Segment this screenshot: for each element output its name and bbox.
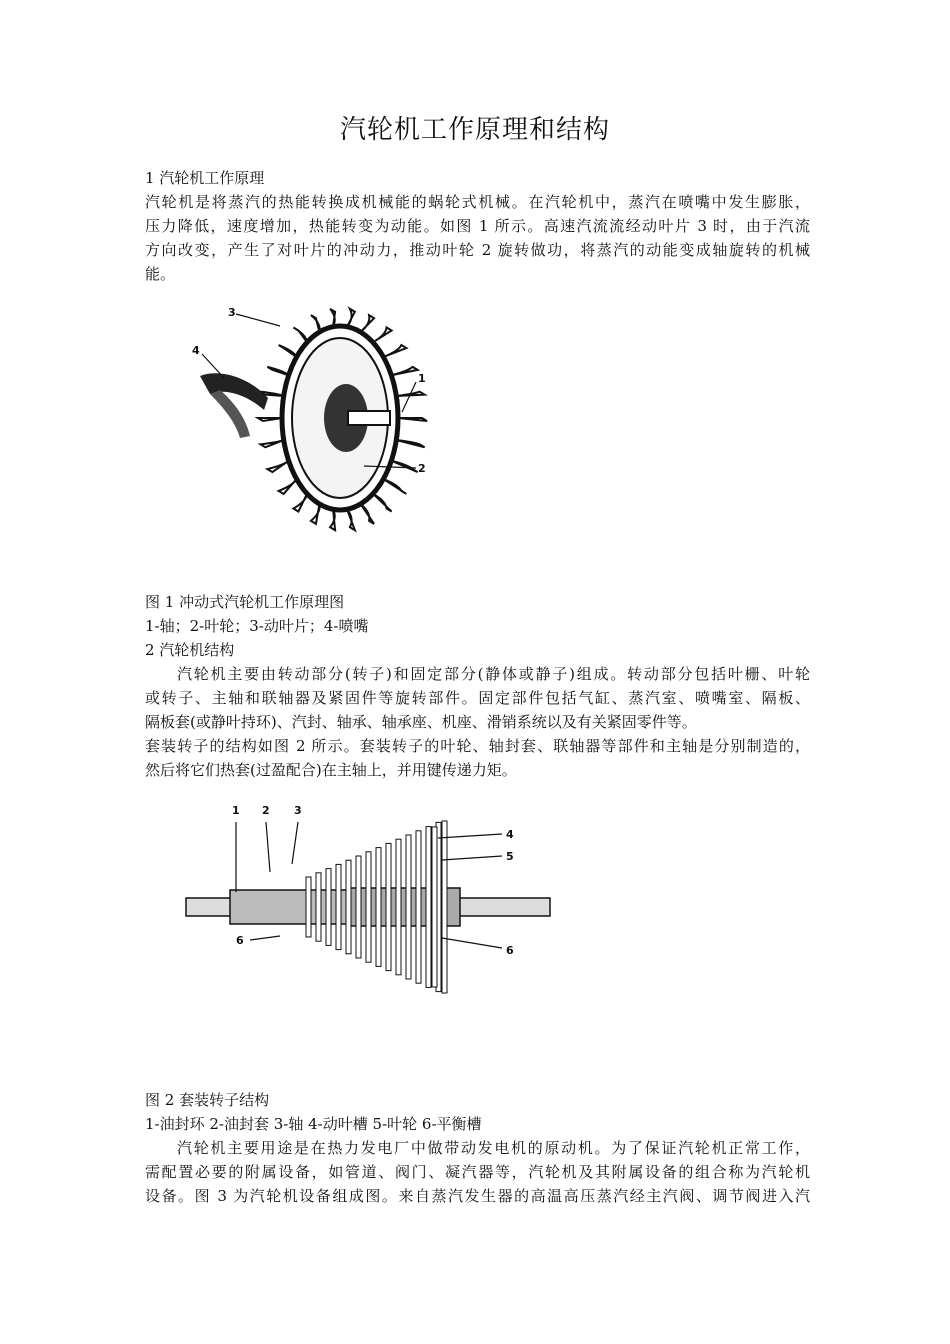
figure-2-label: 1 <box>232 804 240 817</box>
paragraph-line: 压力降低，速度增加，热能转变为动能。如图 1 所示。高速汽流流经动叶片 3 时，由于汽流 <box>145 217 810 235</box>
figure-1-label: 4 <box>192 344 200 357</box>
section-2-heading: 2 汽轮机结构 <box>145 641 235 659</box>
paragraph-line: 然后将它们热套(过盈配合)在主轴上，并用键传递力矩。 <box>145 761 517 779</box>
paragraph-line: 设备。图 3 为汽轮机设备组成图。来自蒸汽发生器的高温高压蒸汽经主汽阀、调节阀进入汽 <box>145 1187 810 1205</box>
figure-2-label: 6 <box>236 934 244 947</box>
figure-1-label: 1 <box>418 372 426 385</box>
paragraph-line: 汽轮机主要由转动部分(转子)和固定部分(静体或静子)组成。转动部分包括叶栅、叶轮 <box>177 665 810 683</box>
section-1-heading: 1 汽轮机工作原理 <box>145 169 265 187</box>
page-title: 汽轮机工作原理和结构 <box>339 115 610 145</box>
paragraph-line: 方向改变，产生了对叶片的冲动力，推动叶轮 2 旋转做功，将蒸汽的动能变成轴旋转的机械 <box>145 241 810 259</box>
figure-2-label: 6 <box>506 944 514 957</box>
paragraph-line: 套装转子的结构如图 2 所示。套装转子的叶轮、轴封套、联轴器等部件和主轴是分别制造的， <box>145 737 810 755</box>
paragraph-line: 需配置必要的附属设备，如管道、阀门、凝汽器等，汽轮机及其附属设备的组合称为汽轮机 <box>145 1163 810 1181</box>
figure-1-impulse-turbine-illustration <box>180 298 440 538</box>
figure-2-label: 5 <box>506 850 514 863</box>
figure-1-label: 3 <box>228 306 236 319</box>
paragraph-line: 或转子、主轴和联轴器及紧固件等旋转部件。固定部件包括气缸、蒸汽室、喷嘴室、隔板、 <box>145 689 810 707</box>
figure-1-label: 2 <box>418 462 426 475</box>
paragraph-line: 隔板套(或静叶持环)、汽封、轴承、轴承座、机座、滑销系统以及有关紧固零件等。 <box>145 713 697 731</box>
paragraph-line: 能。 <box>145 265 176 283</box>
figure-2-label: 4 <box>506 828 514 841</box>
paragraph-line: 汽轮机是将蒸汽的热能转换成机械能的蜗轮式机械。在汽轮机中，蒸汽在喷嘴中发生膨胀， <box>145 193 810 211</box>
figure-1-caption: 图 1 冲动式汽轮机工作原理图 <box>145 593 345 611</box>
paragraph-line: 汽轮机主要用途是在热力发电厂中做带动发电机的原动机。为了保证汽轮机正常工作， <box>177 1139 810 1157</box>
figure-2-label: 2 <box>262 804 270 817</box>
figure-2-label: 3 <box>294 804 302 817</box>
figure-1-legend: 1-轴；2-叶轮；3-动叶片；4-喷嘴 <box>145 617 369 635</box>
figure-2-rotor-structure-illustration <box>180 798 560 998</box>
figure-2-legend: 1-油封环 2-油封套 3-轴 4-动叶槽 5-叶轮 6-平衡槽 <box>145 1115 482 1133</box>
figure-2-caption: 图 2 套装转子结构 <box>145 1091 270 1109</box>
